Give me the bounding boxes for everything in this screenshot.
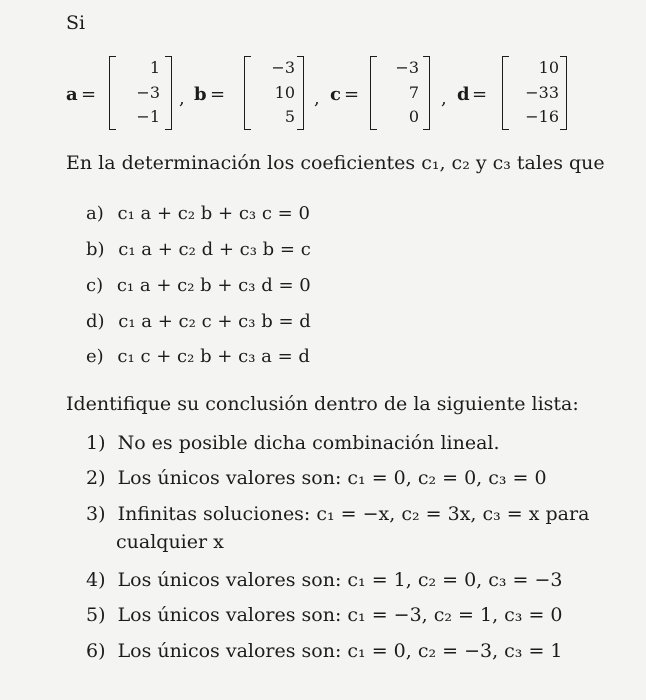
conclusion-label: 2) — [86, 467, 106, 489]
bracket-right — [423, 56, 430, 130]
conclusion-text: Los únicos valores son: c₁ = 0, c₂ = −3, c₃ = 1 — [117, 640, 563, 662]
matrix-entry: 10 — [274, 82, 295, 102]
matrix-entry: 1 — [149, 58, 160, 77]
option-c — [86, 275, 311, 296]
conclusion-text: No es posible dicha combinación lineal. — [117, 432, 500, 454]
matrix-entry: 7 — [408, 82, 419, 102]
option-label: e) — [86, 346, 104, 367]
intro-text: Si — [66, 12, 86, 34]
vector-d-equals: = — [472, 84, 488, 105]
vector-b-name: b — [194, 84, 207, 105]
conclusion-text: Los únicos valores son: c₁ = 1, c₂ = 0, c₃ = −3 — [117, 569, 563, 591]
vector-c-name: c — [330, 84, 341, 105]
option-expression: c₁ a + c₂ d + c₃ b = c — [118, 239, 311, 260]
bracket-right — [297, 56, 304, 130]
matrix-entry: −1 — [136, 107, 160, 126]
option-expression: c₁ c + c₂ b + c₃ a = d — [117, 346, 310, 367]
option-label: c) — [86, 275, 104, 296]
conclusion-5 — [86, 604, 563, 626]
conclusion-label: 5) — [86, 604, 106, 626]
vector-b-equals: = — [210, 84, 226, 105]
conclusion-3 — [86, 503, 589, 525]
separator-comma: , — [179, 88, 185, 109]
bracket-right — [560, 56, 567, 130]
matrix-entry: −3 — [136, 82, 160, 102]
question-text: En la determinación los coeficientes c₁, c₂ y c₃ tales que — [66, 152, 605, 174]
conclusion-text: Los únicos valores son: c₁ = −3, c₂ = 1, c₃ = 0 — [117, 604, 563, 626]
conclusion-6 — [86, 640, 563, 662]
vector-c-matrix — [375, 56, 423, 128]
conclusion-label: 6) — [86, 640, 106, 662]
conclusion-1 — [86, 432, 500, 454]
matrix-entry: −3 — [271, 58, 295, 77]
option-d — [86, 311, 311, 332]
conclusion-label: 3) — [86, 503, 106, 525]
vector-a-matrix — [114, 56, 164, 128]
vector-a-equals: = — [81, 84, 97, 105]
vector-a-name: a — [66, 84, 78, 105]
conclusion-3-continuation: cualquier x — [116, 531, 224, 553]
instruction-text: Identifique su conclusión dentro de la siguiente lista: — [66, 393, 579, 415]
conclusion-text: Infinitas soluciones: c₁ = −x, c₂ = 3x, c₃ = x para — [117, 503, 590, 525]
conclusion-label: 4) — [86, 569, 106, 591]
conclusion-4 — [86, 569, 563, 591]
conclusion-2 — [86, 467, 547, 489]
option-label: a) — [86, 203, 104, 224]
matrix-entry: 5 — [284, 107, 295, 126]
vector-d-matrix — [507, 56, 563, 128]
option-label: d) — [86, 311, 105, 332]
option-label: b) — [86, 239, 105, 260]
option-b — [86, 239, 311, 260]
option-a — [86, 203, 310, 224]
matrix-entry: −3 — [395, 58, 419, 77]
vector-c-equals: = — [344, 84, 360, 105]
matrix-entry: −16 — [525, 107, 559, 126]
separator-comma: , — [314, 88, 320, 109]
option-e — [86, 346, 310, 367]
option-expression: c₁ a + c₂ b + c₃ c = 0 — [117, 203, 310, 224]
option-expression: c₁ a + c₂ c + c₃ b = d — [118, 311, 311, 332]
matrix-entry: −33 — [525, 82, 559, 102]
matrix-entry: 0 — [408, 107, 419, 126]
conclusion-label: 1) — [86, 432, 106, 454]
option-expression: c₁ a + c₂ b + c₃ d = 0 — [116, 275, 311, 296]
vector-b-matrix — [249, 56, 299, 128]
conclusion-text: Los únicos valores son: c₁ = 0, c₂ = 0, c₃ = 0 — [117, 467, 547, 489]
separator-comma: , — [441, 88, 447, 109]
bracket-right — [165, 56, 172, 130]
vector-d-name: d — [457, 84, 470, 105]
matrix-entry: 10 — [538, 58, 559, 77]
